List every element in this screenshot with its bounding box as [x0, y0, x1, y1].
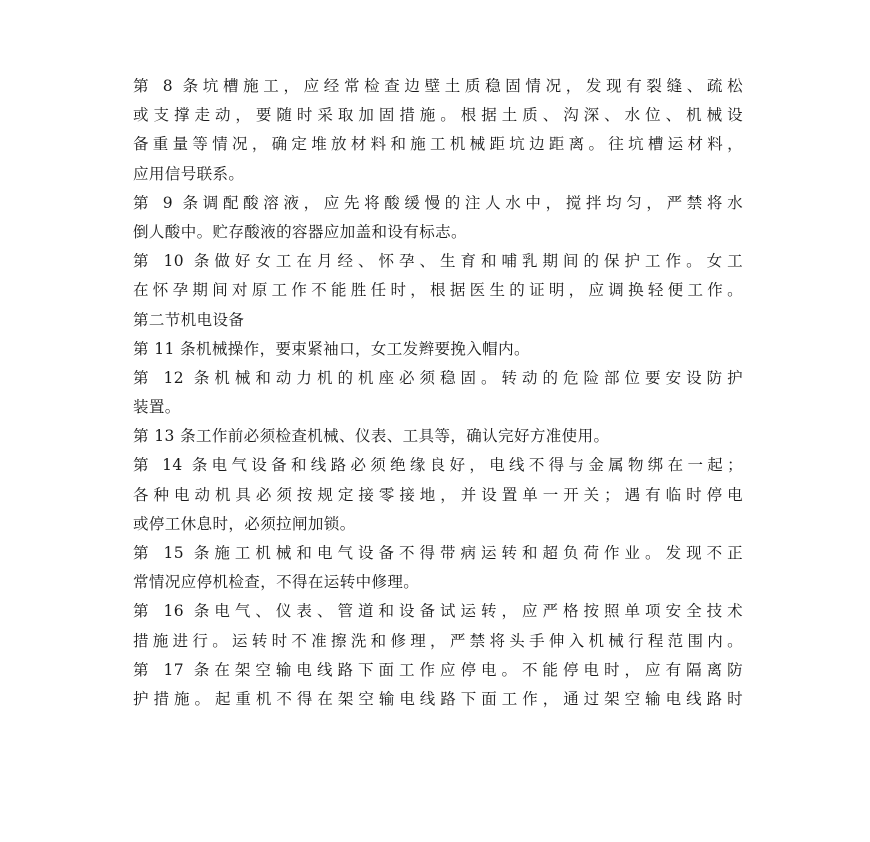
- text-line-11: 第 12 条机械和动力机的机座必须稳固。转动的危险部位要安设防护: [133, 368, 743, 387]
- text-line-10: 第 11 条机械操作，要束紧袖口，女工发辫要挽入帽内。: [133, 339, 530, 358]
- text-line-17: 第 15 条施工机械和电气设备不得带病运转和超负荷作业。发现不正: [133, 544, 743, 562]
- text-line-18: 常情况应停机检查，不得在运转中修理。: [133, 573, 420, 592]
- section-heading: 第二节机电设备: [133, 310, 245, 329]
- text-line-8: 在怀孕期间对原工作不能胜任时，根据医生的证明，应调换轻便工作。: [133, 281, 743, 300]
- text-line-22: 护措施。起重机不得在架空输电线路下面工作，通过架空输电线路时: [133, 689, 743, 708]
- document-body: [133, 72, 743, 714]
- text-line-19: 第 16 条电气、仪表、管道和设备试运转，应严格按照单项安全技术: [133, 602, 743, 621]
- text-line-13: 第 13 条工作前必须检查机械、仪表、工具等，确认完好方准使用。: [133, 427, 610, 446]
- text-line-14: 第 14 条电气设备和线路必须绝缘良好，电线不得与金属物绑在一起；: [133, 456, 743, 475]
- text-line-3: 备重量等情况，确定堆放材料和施工机械距坑边距离。往坑槽运材料，: [133, 135, 743, 154]
- text-line-21: 第 17 条在架空输电线路下面工作应停电。不能停电时，应有隔离防: [133, 660, 743, 679]
- text-line-4: 应用信号联系。: [133, 164, 245, 183]
- text-line-5: 第 9 条调配酸溶液，应先将酸缓慢的注人水中，搅拌均匀，严禁将水: [133, 193, 743, 212]
- text-line-1: 第 8 条坑槽施工，应经常检查边壁土质稳固情况，发现有裂缝、疏松: [133, 77, 743, 95]
- text-line-15: 各种电动机具必须按规定接零接地，并设置单一开关；遇有临时停电: [133, 485, 743, 504]
- text-line-7: 第 10 条做好女工在月经、怀孕、生育和哺乳期间的保护工作。女工: [133, 252, 743, 271]
- text-line-16: 或停工休息时，必须拉闸加锁。: [133, 514, 356, 533]
- text-line-2: 或支撑走动，要随时采取加固措施。根据土质、沟深、水位、机械设: [133, 106, 743, 125]
- text-line-20: 措施进行。运转时不准擦洗和修理，严禁将头手伸入机械行程范围内。: [133, 631, 743, 650]
- text-line-6: 倒人酸中。贮存酸液的容器应加盖和设有标志。: [133, 222, 467, 241]
- text-line-12: 装置。: [133, 398, 181, 417]
